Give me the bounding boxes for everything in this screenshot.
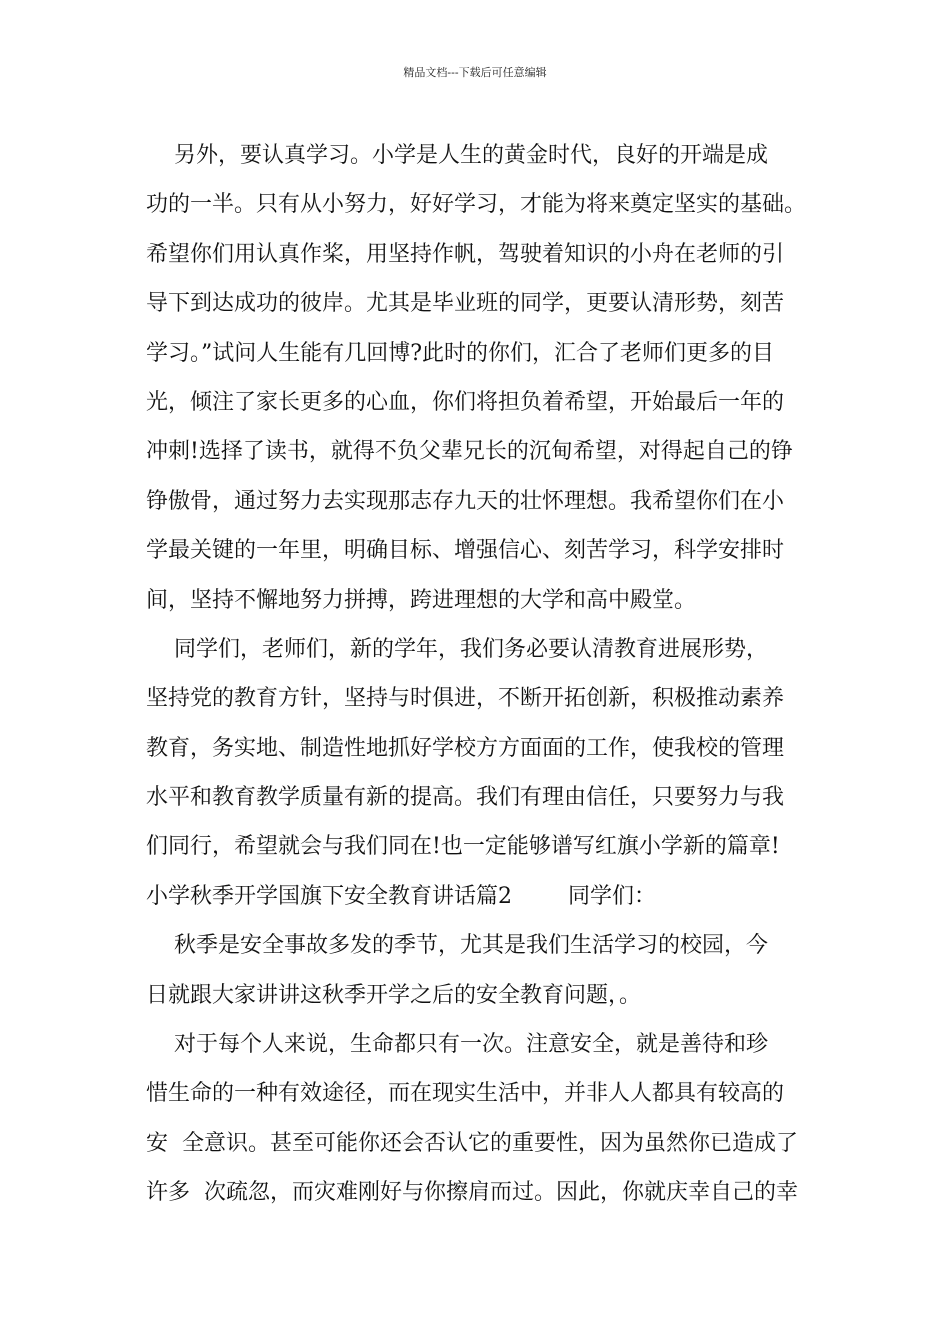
text-line: 学习。”试问人生能有几回博?此时的你们，汇合了老师们更多的目 (146, 340, 775, 366)
text-line: 冲刺!选择了读书，就得不负父辈兄长的沉甸希望，对得起自己的铮 (146, 439, 793, 465)
text-line: 另外，要认真学习。小学是人生的黄金时代，良好的开端是成 (146, 143, 768, 168)
section-heading: 小学秋季开学国旗下安全教育讲话篇2 同学们： (146, 883, 656, 909)
text-line: 铮傲骨，通过努力去实现那志存九天的壮怀理想。我希望你们在小 (146, 488, 785, 514)
text-line: 同学们，老师们，新的学年，我们务必要认清教育进展形势， (146, 636, 768, 662)
text-line: 日就跟大家讲讲这秋季开学之后的安全教育问题，。 (146, 982, 642, 1008)
text-line: 对于每个人来说，生命都只有一次。注意安全，就是善待和珍 (146, 1032, 768, 1058)
text-line: 惜生命的一种有效途径，而在现实生活中，并非人人都具有较高的 (146, 1081, 785, 1107)
text-line: 光，倾注了家长更多的心血，你们将担负着希望，开始最后一年的 (146, 389, 785, 415)
text-line: 水平和教育教学质量有新的提高。我们有理由信任，只要努力与我 (146, 785, 785, 811)
text-line: 间，坚持不懈地努力拼搏，跨进理想的大学和高中殿堂。 (146, 587, 697, 613)
text-line: 安 全意识。甚至可能你还会否认它的重要性，因为虽然你已造成了 (146, 1130, 798, 1156)
text-line: 学最关键的一年里，明确目标、增强信心、刻苦学习，科学安排时 (146, 538, 785, 564)
text-line: 功的一半。只有从小努力，好好学习，才能为将来奠定坚实的基础。 (146, 192, 807, 218)
text-line: 们同行，希望就会与我们同在!也一定能够谱写红旗小学新的篇章! (146, 834, 780, 860)
page-header: 精品文档---下载后可任意编辑 (403, 66, 547, 79)
text-line: 秋季是安全事故多发的季节，尤其是我们生活学习的校园，今 (146, 933, 768, 959)
text-line: 希望你们用认真作桨，用坚持作帆，驾驶着知识的小舟在老师的引 (146, 241, 785, 267)
text-line: 教育，务实地、制造性地抓好学校方方面面的工作，使我校的管理 (146, 735, 785, 761)
document-body (146, 131, 826, 1218)
text-line: 许多 次疏忽，而灾难刚好与你擦肩而过。因此，你就庆幸自己的幸 (146, 1180, 798, 1206)
text-line: 导下到达成功的彼岸。尤其是毕业班的同学，更要认清形势，刻苦 (146, 291, 785, 317)
text-line: 坚持党的教育方针，坚持与时俱进，不断开拓创新，积极推动素养 (146, 686, 785, 712)
